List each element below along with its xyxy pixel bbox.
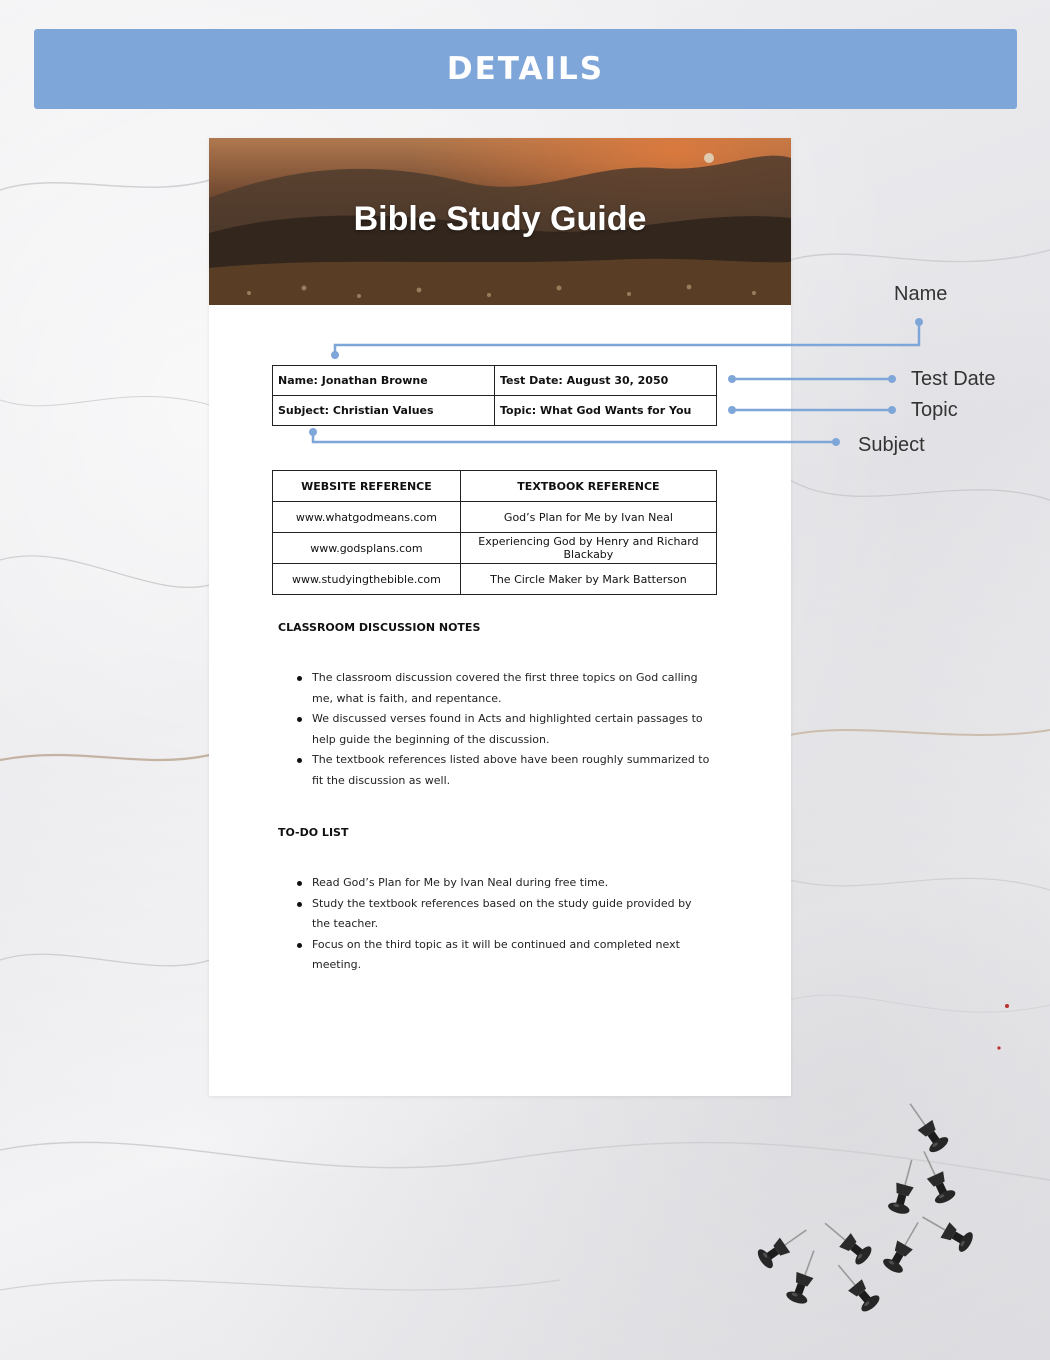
textbook-reference-cell: The Circle Maker by Mark Batterson (460, 564, 716, 595)
subject-cell: Subject: Christian Values (273, 396, 495, 426)
subject-callout-line (313, 432, 836, 442)
website-reference-cell: www.whatgodmeans.com (273, 502, 461, 533)
subject-callout-label: Subject (858, 434, 925, 456)
list-item: We discussed verses found in Acts and highlighted certain passages to help guide the beginning of the discussion. (312, 709, 712, 750)
list-item: Study the textbook references based on the study guide provided by the teacher. (312, 894, 712, 935)
topic-callout-label: Topic (911, 399, 958, 421)
topic-cell: Topic: What God Wants for You (495, 396, 717, 426)
name-callout-label: Name (894, 283, 948, 305)
push-pins-icon (745, 1095, 1005, 1325)
website-reference-cell: www.godsplans.com (273, 533, 461, 564)
list-item: The textbook references listed above have been roughly summarized to fit the discussion as well. (312, 750, 712, 791)
test-date-callout-label: Test Date (911, 368, 996, 390)
todo-list-heading: TO-DO LIST (278, 826, 349, 839)
textbook-reference-cell: Experiencing God by Henry and Richard Blackaby (460, 533, 716, 564)
discussion-notes-heading: CLASSROOM DISCUSSION NOTES (278, 621, 481, 634)
list-item: Focus on the third topic as it will be continued and completed next meeting. (312, 935, 712, 976)
textbook-reference-cell: God’s Plan for Me by Ivan Neal (460, 502, 716, 533)
name-cell: Name: Jonathan Browne (273, 366, 495, 396)
test-date-cell: Test Date: August 30, 2050 (495, 366, 717, 396)
list-item: Read God’s Plan for Me by Ivan Neal during free time. (312, 873, 712, 894)
name-callout-line (335, 322, 919, 355)
website-reference-header: WEBSITE REFERENCE (273, 471, 461, 502)
list-item: The classroom discussion covered the first three topics on God calling me, what is faith, and repentance. (312, 668, 712, 709)
document-title: Bible Study Guide (353, 200, 647, 238)
website-reference-cell: www.studyingthebible.com (273, 564, 461, 595)
banner-title: DETAILS (446, 51, 605, 87)
textbook-reference-header: TEXTBOOK REFERENCE (460, 471, 716, 502)
